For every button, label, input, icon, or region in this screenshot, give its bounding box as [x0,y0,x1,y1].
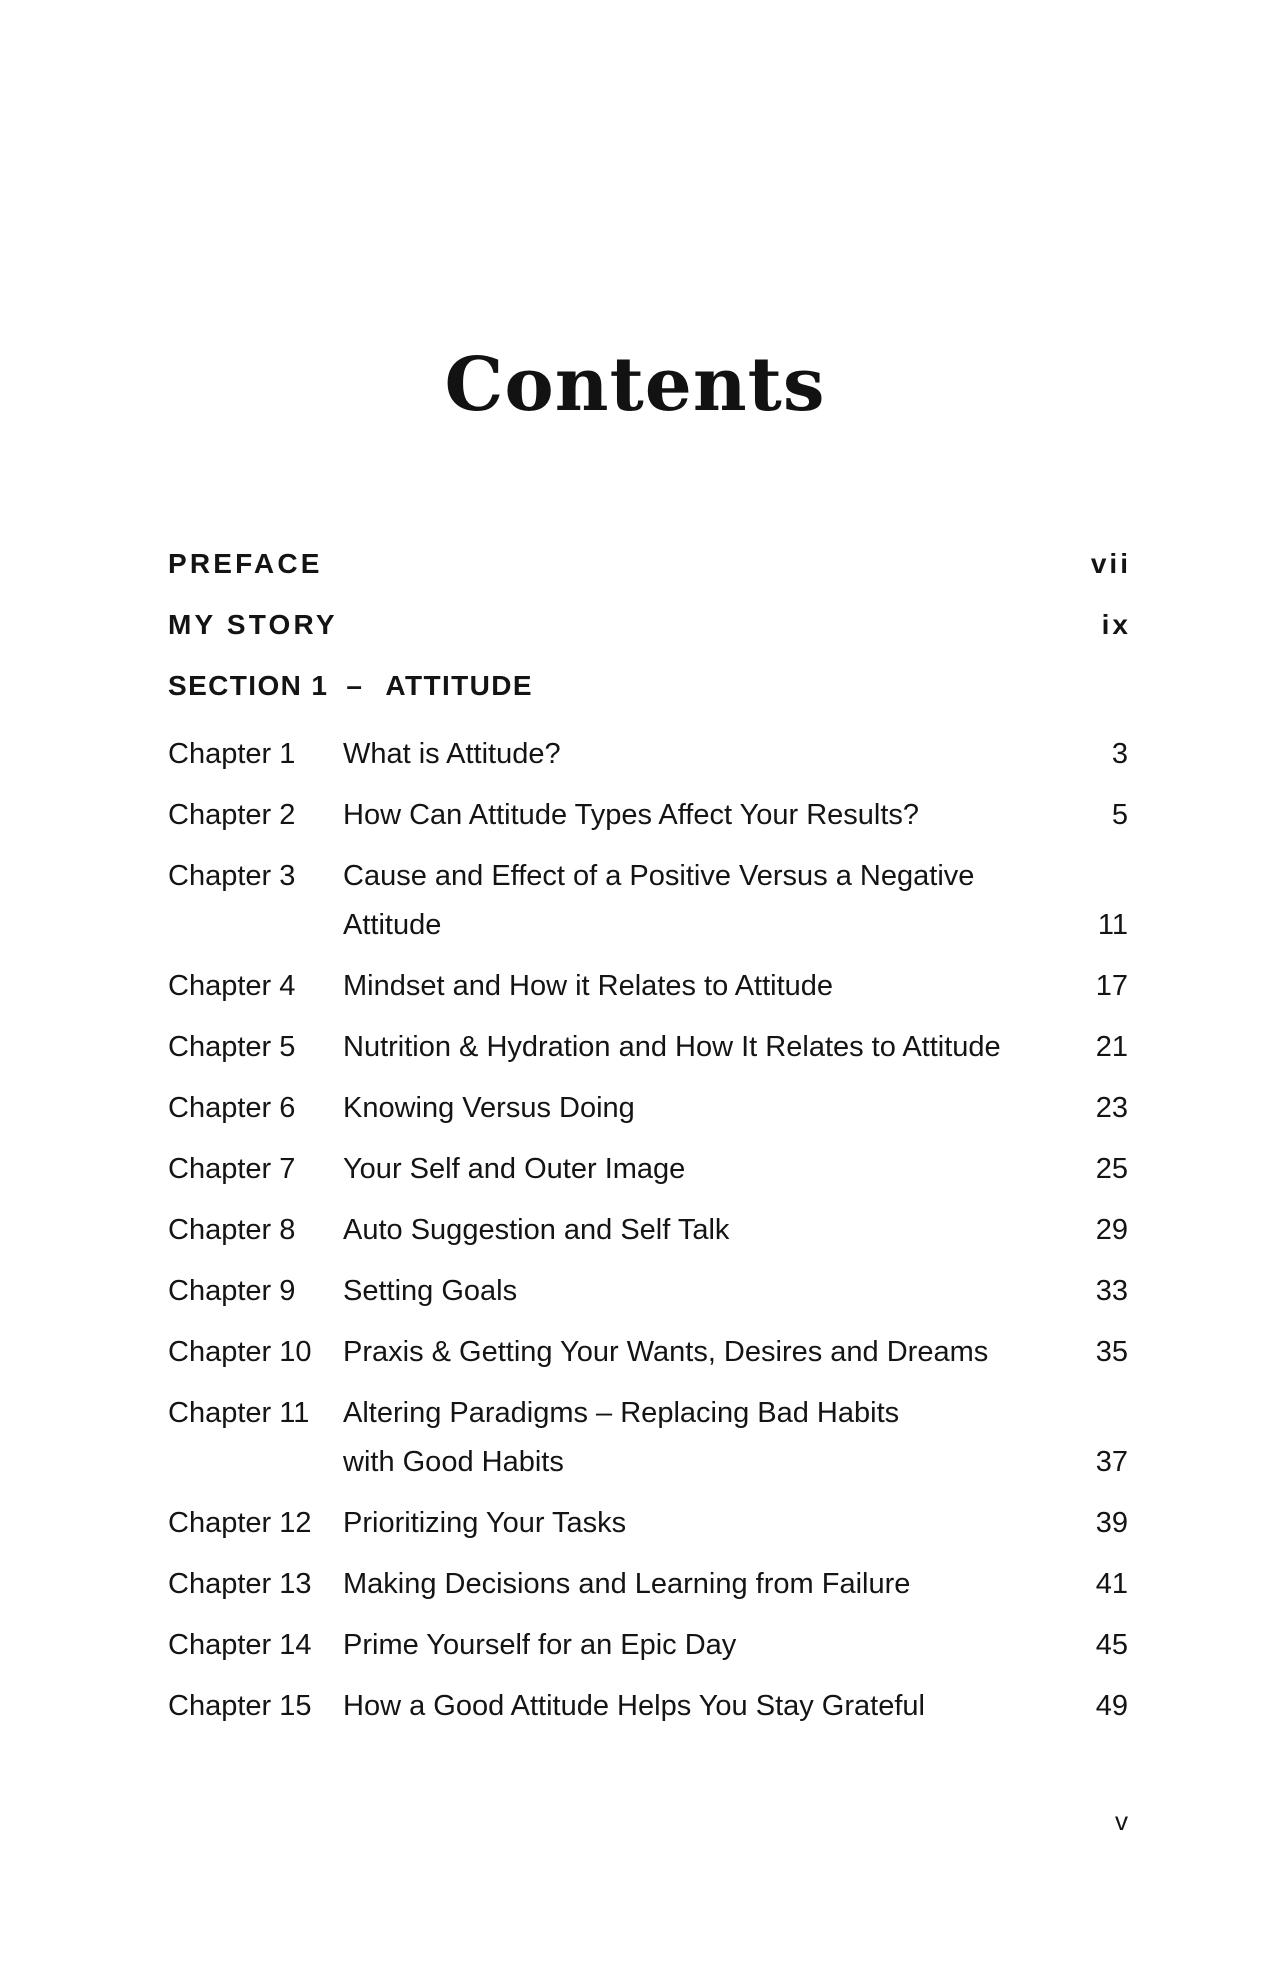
chapter-page: 11 [1097,909,1128,941]
chapter-page: 29 [1095,1214,1128,1246]
chapter-title-line: Cause and Effect of a Positive Versus a Negative [343,860,975,892]
chapter-title-line: with Good Habits [343,1446,564,1478]
section-name: ATTITUDE [385,670,533,701]
chapter-entry [168,1206,1128,1255]
chapter-title: Nutrition & Hydration and How It Relates to Attitude [343,1031,1001,1063]
chapter-entry [168,1389,1128,1487]
chapter-title: How a Good Attitude Helps You Stay Grateful [343,1690,925,1722]
chapter-page: 39 [1095,1507,1128,1539]
chapter-page: 25 [1095,1153,1128,1185]
table-of-contents [168,548,1131,1743]
section-heading [168,670,1128,730]
page-number: v [1115,1806,1128,1836]
chapter-entry [168,1084,1128,1133]
chapter-page: 41 [1095,1568,1128,1600]
chapter-number: Chapter 10 [168,1336,312,1368]
chapter-number: Chapter 15 [168,1690,312,1722]
chapter-page: 33 [1095,1275,1128,1307]
chapter-page: 17 [1095,970,1128,1002]
chapter-number: Chapter 13 [168,1568,312,1600]
chapter-number: Chapter 4 [168,970,296,1002]
entry-label: PREFACE [168,548,323,579]
chapter-number: Chapter 5 [168,1031,296,1063]
chapter-title: Prime Yourself for an Epic Day [343,1629,737,1661]
chapter-title: Setting Goals [343,1275,518,1307]
section-dash: – [346,670,364,701]
chapter-entry [168,1023,1128,1072]
chapter-number: Chapter 11 [168,1397,310,1429]
chapter-title: Knowing Versus Doing [343,1092,635,1124]
chapter-page: 45 [1095,1629,1128,1661]
chapter-number: Chapter 12 [168,1507,312,1539]
chapter-entry [168,962,1128,1011]
chapter-title: Mindset and How it Relates to Attitude [343,970,834,1002]
chapter-entry [168,1499,1128,1548]
toc-entry-my-story [168,609,1131,670]
chapter-title: Making Decisions and Learning from Failure [343,1568,911,1600]
chapter-title: Prioritizing Your Tasks [343,1507,627,1539]
chapter-page: 3 [1111,738,1128,770]
toc-entry-preface [168,548,1131,609]
chapter-title [343,852,1070,950]
chapter-title: What is Attitude? [343,738,561,770]
page-title: Contents [444,341,826,428]
chapter-entry [168,852,1128,950]
chapter-title: Your Self and Outer Image [343,1153,686,1185]
chapter-page: 21 [1095,1031,1128,1063]
chapter-title: How Can Attitude Types Affect Your Results? [343,799,920,831]
chapter-page: 37 [1095,1446,1128,1478]
chapter-entry [168,1267,1128,1316]
section-label: SECTION 1 [168,670,329,701]
chapter-page: 5 [1111,799,1128,831]
chapter-number: Chapter 3 [168,860,296,892]
chapter-entry [168,1328,1128,1377]
chapter-number: Chapter 7 [168,1153,296,1185]
chapter-title [343,1389,1070,1487]
chapter-entry [168,1621,1128,1670]
chapter-entry [168,1560,1128,1609]
chapter-entry [168,1682,1128,1731]
entry-page: ix [1101,609,1131,640]
chapter-number: Chapter 9 [168,1275,296,1307]
chapter-title: Praxis & Getting Your Wants, Desires and Dreams [343,1336,989,1368]
entry-label: MY STORY [168,609,338,640]
chapter-number: Chapter 8 [168,1214,296,1246]
chapter-page: 35 [1095,1336,1128,1368]
chapter-entry [168,1145,1128,1194]
chapter-title: Auto Suggestion and Self Talk [343,1214,730,1246]
chapter-number: Chapter 14 [168,1629,312,1661]
chapter-page: 49 [1095,1690,1128,1722]
entry-page: vii [1090,548,1131,579]
chapter-number: Chapter 2 [168,799,296,831]
chapter-number: Chapter 1 [168,738,296,770]
chapter-page: 23 [1095,1092,1128,1124]
chapter-entry [168,730,1128,779]
chapter-number: Chapter 6 [168,1092,296,1124]
chapter-entry [168,791,1128,840]
chapter-title-line: Attitude [343,909,442,941]
chapter-title-line: Altering Paradigms – Replacing Bad Habits [343,1397,900,1429]
